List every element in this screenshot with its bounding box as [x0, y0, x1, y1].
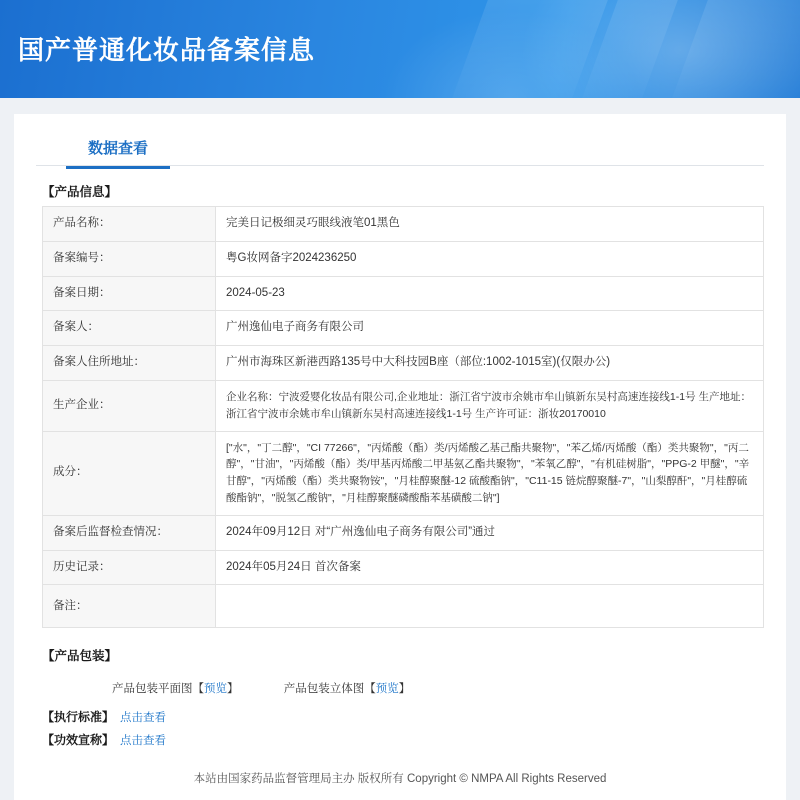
table-row: [43, 241, 764, 276]
standard-row: [42, 708, 764, 725]
page-title: 国产普通化妆品备案信息: [18, 35, 316, 65]
claim-row: [42, 731, 764, 748]
standard-heading: 【执行标准】: [42, 710, 115, 725]
product-info-table: [42, 206, 764, 628]
row-label: 成分：: [43, 431, 216, 515]
row-label: 历史记录：: [43, 550, 216, 585]
package-links-row: [42, 670, 764, 702]
claim-heading: 【功效宣称】: [42, 733, 115, 748]
row-value: 广州逸仙电子商务有限公司: [216, 311, 764, 346]
row-label: 备案编号：: [43, 241, 216, 276]
table-row: [43, 311, 764, 346]
table-row: [43, 346, 764, 381]
row-label: 生产企业：: [43, 381, 216, 432]
bracket-right: 】: [398, 683, 411, 696]
table-row: [43, 381, 764, 432]
row-label: 备案日期：: [43, 276, 216, 311]
row-label: 备注：: [43, 585, 216, 628]
row-value: 粤G妆网备字2024236250: [216, 241, 764, 276]
bracket-left: 【: [192, 683, 204, 696]
tab-data-view[interactable]: 数据查看: [66, 131, 170, 169]
table-row: [43, 431, 764, 515]
row-label: 备案人：: [43, 311, 216, 346]
package-flat-preview-link[interactable]: 预览: [204, 683, 227, 696]
table-row: [43, 585, 764, 628]
bracket-left: 【: [364, 683, 376, 696]
package-solid-preview-link[interactable]: 预览: [375, 683, 399, 696]
standard-view-link[interactable]: 点击查看: [120, 712, 167, 725]
package-flat-item: [112, 680, 239, 696]
row-label: 产品名称：: [43, 207, 216, 242]
row-label: 备案后监督检查情况：: [43, 515, 216, 550]
row-value: [216, 585, 764, 628]
table-row: [43, 550, 764, 585]
package-block: [42, 670, 764, 702]
row-value: 2024-05-23: [216, 276, 764, 311]
package-heading: 【产品包装】: [42, 649, 118, 664]
package-solid-label: 产品包装立体图: [283, 683, 365, 696]
tab-bar: [36, 130, 764, 166]
banner-glow-right: [520, 0, 800, 98]
package-solid-item: [284, 680, 411, 696]
row-value: 企业名称：宁波爱婴化妆品有限公司,企业地址：浙江省宁波市余姚市牟山镇新东吴村高速连接线1-1号 生产地址：浙江省宁波市余姚市牟山镇新东吴村高速连接线1-1号 生产许可证：浙妆20170010: [216, 381, 764, 432]
row-label: 备案人住所地址：: [43, 346, 216, 381]
claim-view-link[interactable]: 点击查看: [120, 735, 167, 748]
row-value: 2024年09月12日 对“广州逸仙电子商务有限公司”通过: [216, 515, 764, 550]
product-info-heading: 【产品信息】: [42, 185, 118, 199]
table-row: [43, 207, 764, 242]
package-flat-label: 产品包装平面图: [112, 683, 193, 696]
table-row: [43, 276, 764, 311]
footer-text: 本站由国家药品监督管理局主办 版权所有 Copyright © NMPA All Rights Reserved: [193, 773, 607, 786]
page-banner: [0, 0, 800, 98]
bracket-right: 】: [227, 683, 239, 696]
page-body: [0, 98, 800, 800]
row-value: ["水"，"丁二醇"，"CI 77266"，"丙烯酸（酯）类/丙烯酸乙基己酯共聚物"，"苯乙烯/丙烯酸（酯）类共聚物"，"丙二醇"，"甘油"，"丙烯酸（酯）类/甲基丙烯酸二甲基氨乙酯共聚物"，"苯氧乙醇"，"有机硅树脂"，"PPG-2 甲醚"，"辛甘醇"，"丙烯酸（酯）类共聚物铵"，"月桂醇聚醚-12 硫酸酯钠"，"C11-15 链烷醇聚醚-7"，"山梨醇酐"，"月桂醇硫酸酯钠"，"脱氢乙酸钠"，"月桂醇聚醚磷酸酯苯基磺酸二钠"]: [216, 431, 764, 515]
row-value: 广州市海珠区新港西路135号中大科技园B座（部位:1002-1015室)(仅限办公): [216, 346, 764, 381]
table-row: [43, 515, 764, 550]
row-value: 2024年05月24日 首次备案: [216, 550, 764, 585]
row-value: 完美日记极细灵巧眼线液笔01黑色: [216, 207, 764, 242]
content-card: [14, 114, 786, 800]
